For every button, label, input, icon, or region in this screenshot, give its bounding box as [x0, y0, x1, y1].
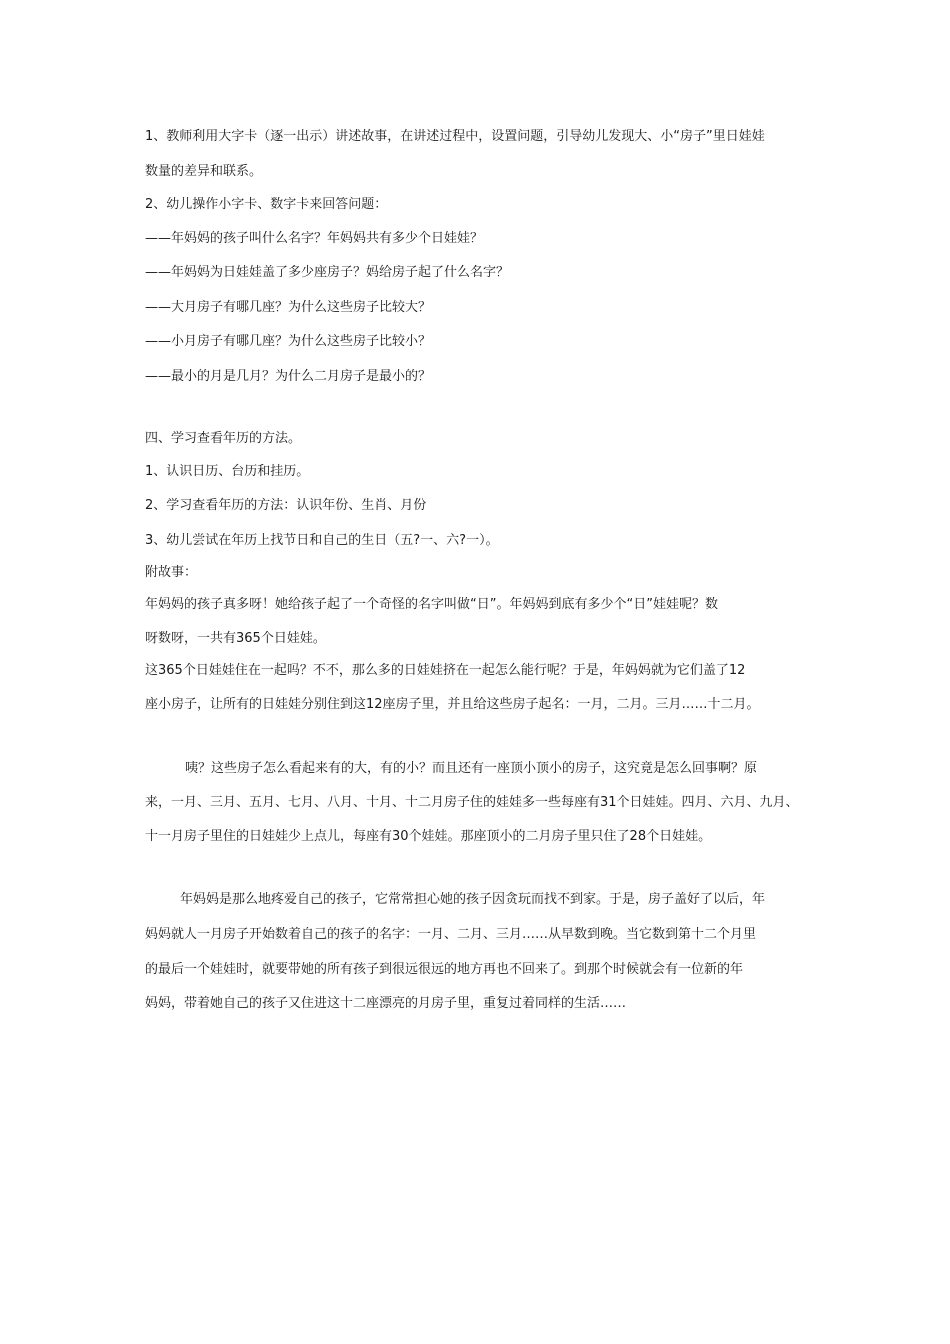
text-line: 2、学习查看年历的方法：认识年份、生肖、月份 — [145, 498, 427, 513]
story-line: 呀数呀，一共有365个日娃娃。 — [145, 631, 326, 646]
story-line: 妈妈就人一月房子开始数着自己的孩子的名字：一月、二月、三月……从早数到晚。当它数到第十二个月里 — [145, 927, 757, 942]
story-line: 年妈妈是那么地疼爱自己的孩子，它常常担心她的孩子因贪玩而找不到家。于是，房子盖好了以后，年 — [180, 892, 766, 907]
story-line: 年妈妈的孩子真多呀！她给孩子起了一个奇怪的名字叫做“日”。年妈妈到底有多少个“日”娃娃呢？数 — [145, 597, 718, 612]
text-line: 2、幼儿操作小字卡、数字卡来回答问题： — [145, 197, 388, 212]
text-line: ——年妈妈为日娃娃盖了多少座房子？妈给房子起了什么名字？ — [145, 265, 510, 280]
story-line: 这365个日娃娃住在一起吗？不不，那么多的日娃娃挤在一起怎么能行呢？于是，年妈妈就为它们盖了12 — [145, 663, 746, 678]
text-line: 1、认识日历、台历和挂历。 — [145, 464, 310, 479]
section-heading: 四、学习查看年历的方法。 — [145, 431, 302, 446]
story-line: 十一月房子里住的日娃娃少上点儿，每座有30个娃娃。那座顶小的二月房子里只住了28个日娃娃。 — [145, 829, 712, 844]
story-line: 来，一月、三月、五月、七月、八月、十月、十二月房子住的娃娃多一些每座有31个日娃娃。四月、六月、九月、 — [145, 795, 799, 810]
text-line: ——年妈妈的孩子叫什么名字？年妈妈共有多少个日娃娃？ — [145, 231, 484, 246]
text-line: ——最小的月是几月？为什么二月房子是最小的？ — [145, 369, 432, 384]
story-line: 妈妈，带着她自己的孩子又住进这十二座漂亮的月房子里，重复过着同样的生活…… — [145, 996, 627, 1011]
text-line: 1、教师利用大字卡（逐一出示）讲述故事，在讲述过程中，设置问题，引导幼儿发现大、小“房子”里日娃娃 — [145, 129, 765, 144]
text-line: ——小月房子有哪几座？为什么这些房子比较小？ — [145, 334, 432, 349]
appendix-label: 附故事： — [145, 565, 198, 580]
text-line: ——大月房子有哪几座？为什么这些房子比较大？ — [145, 300, 432, 315]
story-line: 的最后一个娃娃时，就要带她的所有孩子到很远很远的地方再也不回来了。到那个时候就会有一位新的年 — [145, 962, 744, 977]
text-line: 3、幼儿尝试在年历上找节日和自己的生日（五?一、六?一）。 — [145, 533, 499, 548]
story-line: 座小房子，让所有的日娃娃分别住到这12座房子里，并且给这些房子起名：一月，二月。三月……十二月。 — [145, 697, 760, 712]
story-line: 咦？这些房子怎么看起来有的大，有的小？而且还有一座顶小顶小的房子，这究竟是怎么回事啊？原 — [185, 761, 758, 776]
text-line: 数量的差异和联系。 — [145, 164, 263, 179]
